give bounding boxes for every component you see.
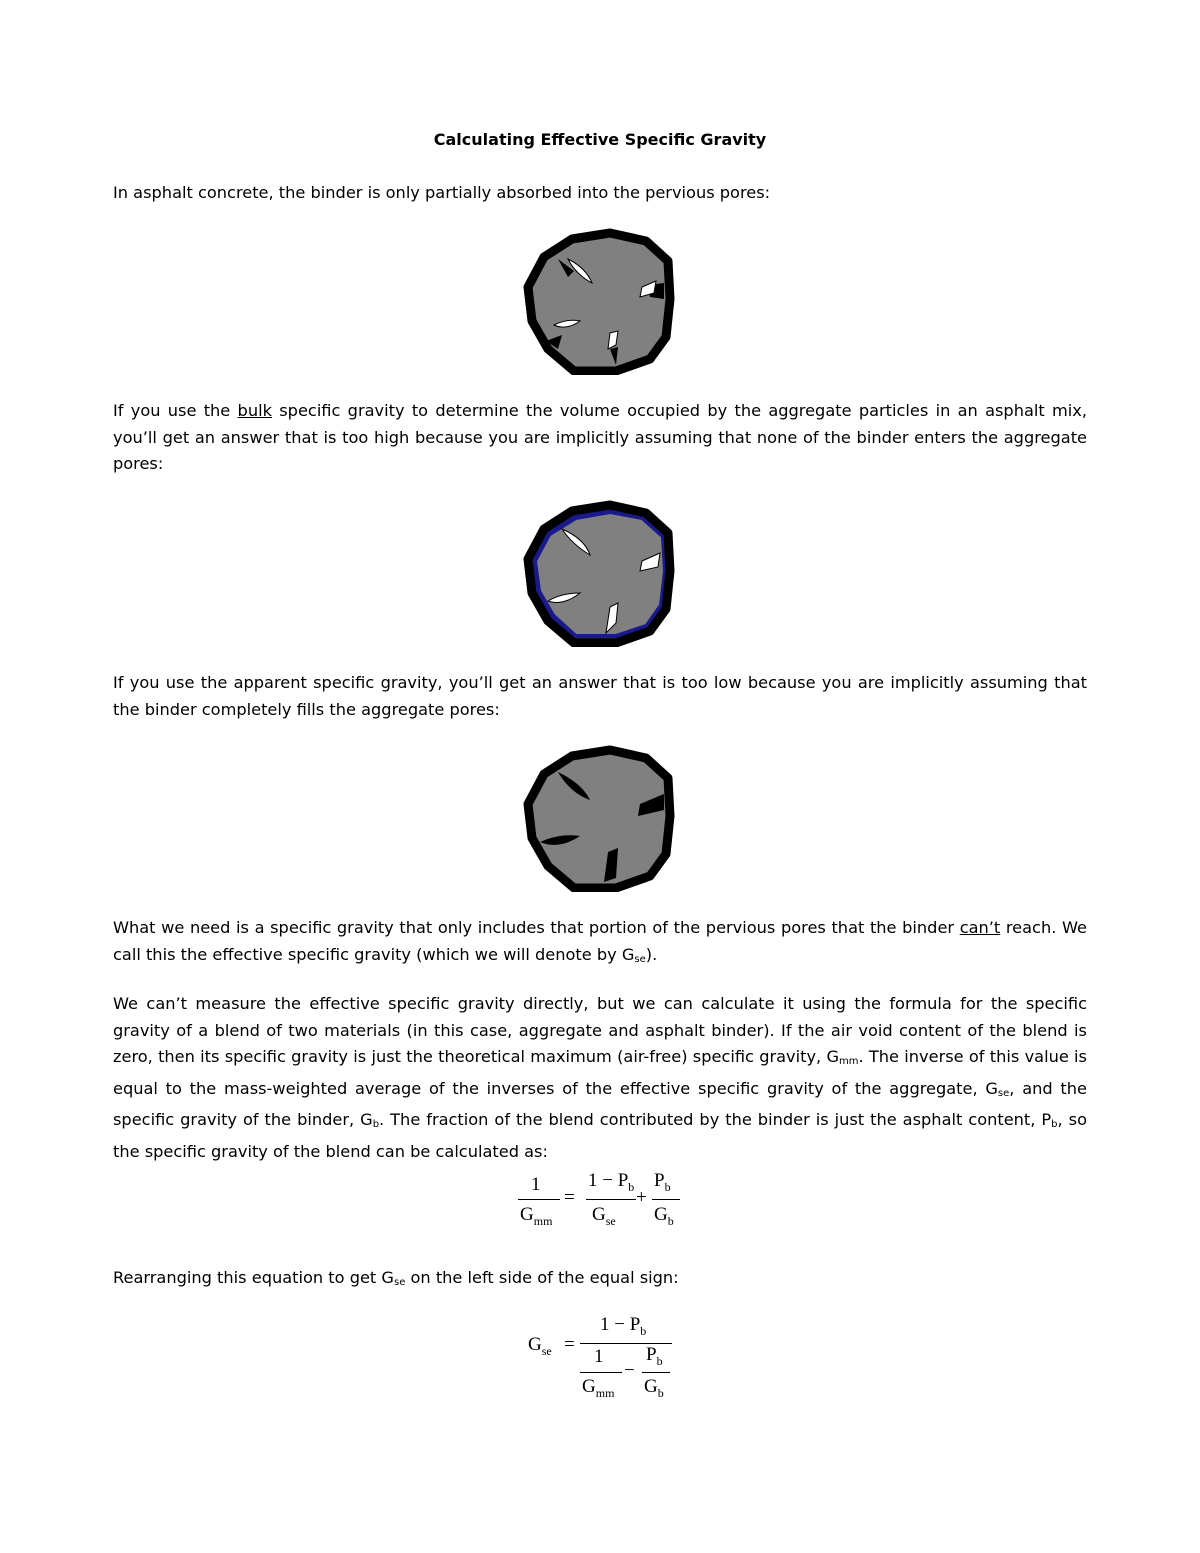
- eq2-lhs-gse: $G_{se}$: [528, 1334, 552, 1358]
- paragraph-apparent: If you use the apparent specific gravity, you’ll get an answer that is too low because you are implicitly assuming that the binder completely fills the aggregate pores:: [113, 673, 1087, 719]
- eq1-numerator-pb: $P_b$: [654, 1170, 671, 1194]
- eq1-fraction-bar: [652, 1199, 680, 1200]
- eq2-equals: =: [564, 1334, 575, 1355]
- paragraph-rearranging: Rearranging this equation to get $G_{se}$ on the left side of the equal sign:: [113, 1268, 679, 1288]
- eq2-inner-pb: $P_b$: [646, 1344, 663, 1368]
- eq1-denominator-gb: $G_b$: [654, 1204, 674, 1228]
- eq1-equals: =: [564, 1187, 575, 1208]
- particle-body: [536, 513, 664, 635]
- eq2-inner-gmm: $G_{mm}$: [582, 1376, 615, 1400]
- eq2-inner-gb: $G_b$: [644, 1376, 664, 1400]
- eq2-inner-fraction-bar: [642, 1372, 670, 1373]
- paragraph-effective: What we need is a specific gravity that only includes that portion of the pervious pores that the binder can’t reach. We call this the effective specific gravity (which we will denote by $G_{se}$).: [113, 918, 1088, 965]
- equation-blend: [500, 1170, 700, 1240]
- eq2-minus: −: [624, 1360, 635, 1381]
- equation-gse: [520, 1310, 700, 1410]
- aggregate-particle-bulk-figure: [518, 497, 683, 647]
- eq1-fraction-bar: [586, 1199, 636, 1200]
- eq2-inner-one: 1: [594, 1346, 604, 1367]
- eq1-numerator-one-minus-pb: $1 - P_b$: [588, 1170, 635, 1194]
- page-title: Calculating Effective Specific Gravity: [433, 130, 767, 149]
- eq2-inner-fraction-bar: [580, 1372, 622, 1373]
- binder-coating: [528, 750, 670, 888]
- eq1-fraction-bar: [518, 1199, 560, 1200]
- aggregate-particle-apparent-figure: [518, 742, 683, 892]
- eq1-denominator-gmm: $G_{mm}$: [520, 1204, 553, 1228]
- aggregate-particle-partial-absorption-figure: [518, 225, 683, 375]
- eq2-numerator-one-minus-pb: $1 - P_b$: [600, 1314, 647, 1338]
- binder-coating: [528, 233, 670, 371]
- eq1-plus: +: [636, 1187, 647, 1208]
- eq1-numerator-one: 1: [531, 1174, 541, 1195]
- eq1-denominator-gse: $G_{se}$: [592, 1204, 616, 1228]
- paragraph-blend-formula: We can’t measure the effective specific gravity directly, but we can calculate it using the formula for the specific gravity of a blend of two materials (in this case, aggregate and asphalt binder). If the air void content of the blend is zero, then its specific gravity is just the theoretical maximum (air-free) specific gravity, $G_{mm}$. The inverse of this value is equal to the mass-weighted average of the inverses of the effective specific gravity of the aggregate, $G_{se}$, and the specific gravity of the binder, $G_b$. The fraction of the blend contributed by the binder is just the asphalt content, $P_b$, so the specific gravity of the blend can be calculated as:: [113, 994, 1087, 1161]
- paragraph-intro: In asphalt concrete, the binder is only partially absorbed into the pervious pores:: [113, 183, 771, 202]
- paragraph-bulk: If you use the bulk specific gravity to determine the volume occupied by the aggregate particles in an asphalt mix, you’ll get an answer that is too high because you are implicitly assuming that none of the binder enters the aggregate pores:: [113, 401, 1087, 473]
